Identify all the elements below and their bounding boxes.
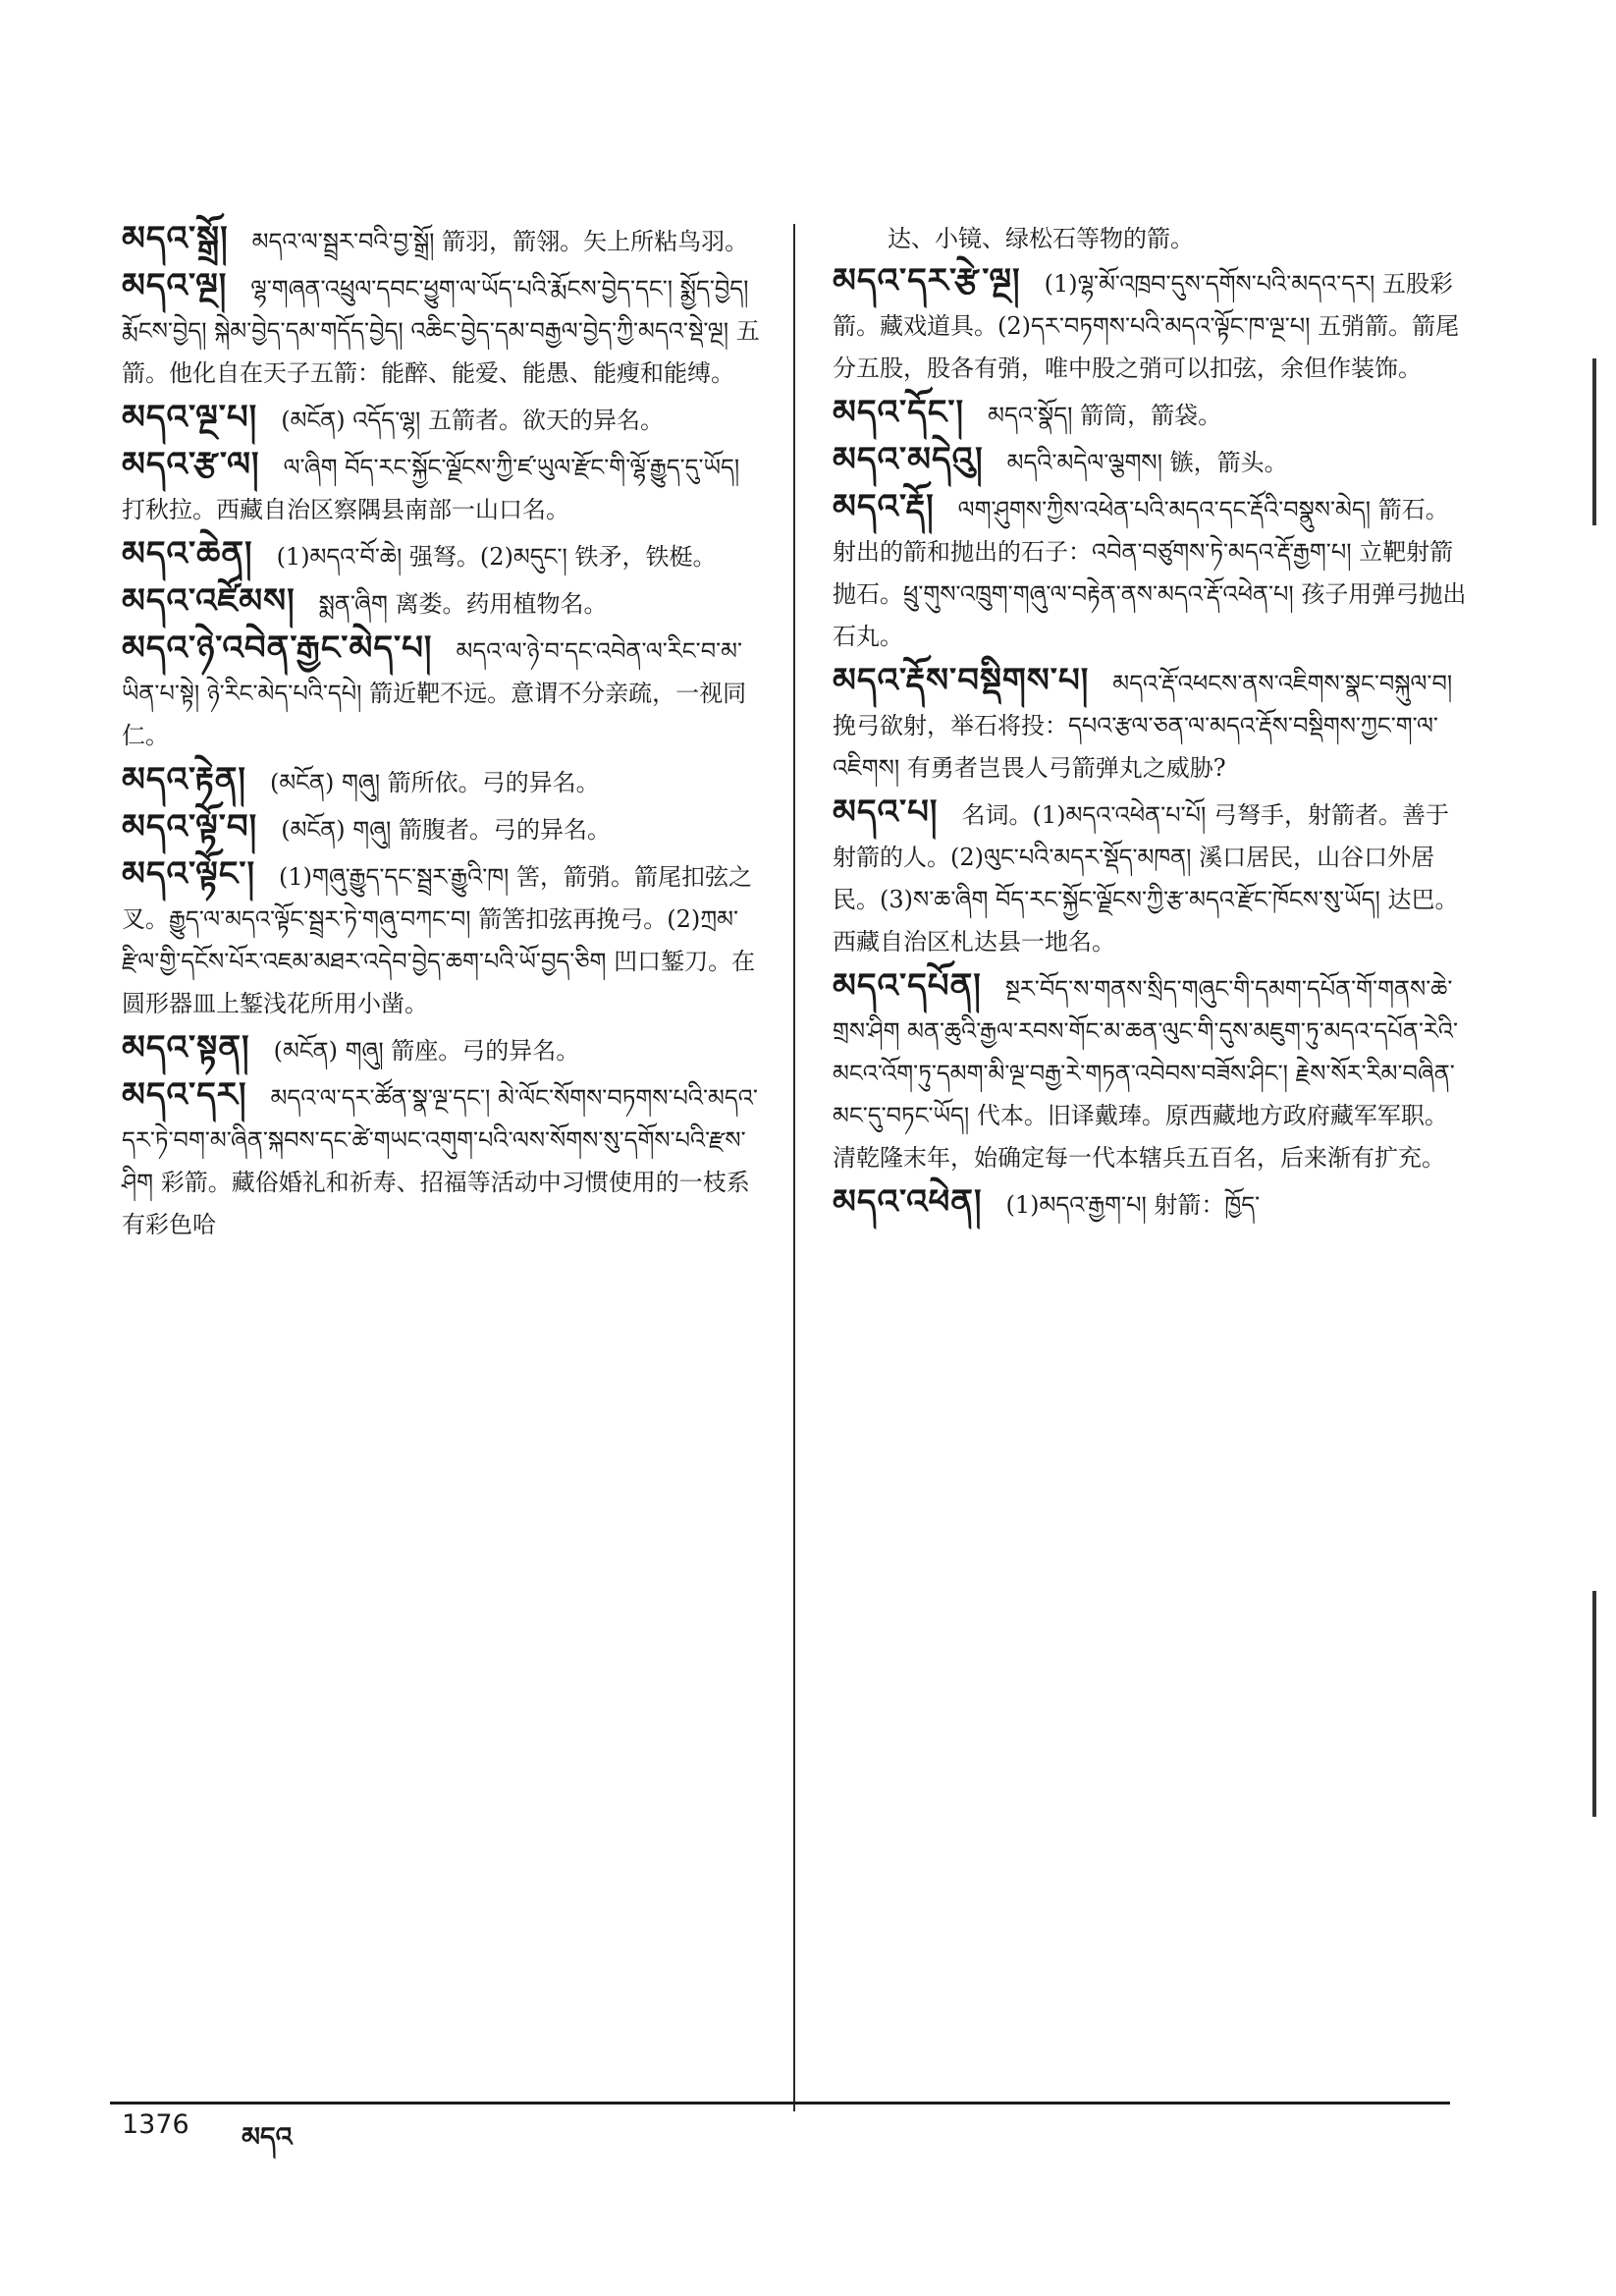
entry-headword: མདའ་ལྟོང་།: [122, 854, 256, 894]
running-head: མདའ: [242, 2122, 293, 2153]
entry-headword: མདའ་རྡོས་བསྡིགས་པ།: [833, 661, 1090, 700]
entry-definition: ལྷ་གཞན་འཕྲུལ་དབང་ཕྱུག་ལ་ཡོད་པའི་རྨོངས་བྱེད་དང་། སྨྱོད་བྱེད། རྨོངས་བྱེད། སྐེམ་བྱེད་དམ་གདོད་བྱེད། འཆིང་བྱེད་དམ་བརྒྱལ་བྱེད་ཀྱི་མདའ་སྡེ་ལྔ། 五箭。他化自在天子五箭：能醉、能爱、能愚、能瘦和能缚。: [122, 275, 760, 387]
entry-definition: (མངོན) འདོད་ལྷ། 五箭者。欲天的异名。: [281, 407, 664, 434]
entry-headword: མདའ་རྟེན།: [122, 760, 246, 799]
entry-definition: (1)མདའ་རྒྱག་པ། 射箭：ཁྱོད་: [1005, 1191, 1261, 1219]
entry-definition: ལ་ཞིག བོད་རང་སྐྱོང་ལྗོངས་ཀྱི་ཛ་ཡུལ་རྫོང་གི་ལྷོ་རྒྱུད་དུ་ཡོད། 打秋拉。西藏自治区察隅县南部一山口名。: [122, 454, 740, 523]
entry-definition: སྨན་ཞིག 离娄。药用植物名。: [318, 590, 608, 618]
entry-headword: མདའ་ཉེ་འབེན་རྒྱང་མེད་པ།: [122, 629, 433, 668]
footer-rule: [110, 2102, 1450, 2105]
entry-headword: མདའ་སྒྲོ།: [122, 219, 229, 258]
entry-headword: མདའ་དར་རྩེ་ལྔ།: [833, 261, 1021, 301]
entry-headword: མདའ་ལྟོ་བ།: [122, 807, 258, 847]
entry-definition: སྔར་བོད་ས་གནས་སྲིད་གཞུང་གི་དམག་དཔོན་གོ་གནས་ཆེ་གྲས་ཤིག མན་ཆུའི་རྒྱལ་རབས་གོང་མ་ཆན་ལུང་གི་དུས་མཇུག་ཏུ་མདའ་དཔོན་རེའི་མངའ་འོག་ཏུ་དམག་མི་ལྔ་བརྒྱ་རེ་གཏན་འབེབས་བཟོས་ཤིང་། རྗེས་སོར་རིམ་བཞིན་མང་དུ་བཏང་ཡོད། 代本。旧译戴琫。原西藏地方政府藏军军职。清乾隆末年，始确定每一代本辖兵五百名，后来渐有扩充。: [833, 975, 1458, 1172]
dictionary-entry: [122, 265, 760, 395]
entry-headword: མདའ་པ།: [833, 793, 939, 832]
entry-headword: མདའ་དོང་།: [833, 393, 965, 432]
dictionary-entry: [122, 759, 760, 804]
entry-headword: མདའ་འཕེན།: [833, 1182, 983, 1222]
dictionary-entry: [833, 1181, 1471, 1227]
dictionary-entry: [122, 533, 760, 578]
entry-definition: མདའི་མདེལ་ལྕགས། 镞，箭头。: [1006, 449, 1288, 476]
entry-definition: (1)གཞུ་རྒྱུད་དང་སྦྲར་རྒྱུའི་ཁ། 筈，箭弰。箭尾扣弦之叉。རྒྱུད་ལ་མདའ་ལྟོང་སྦྲར་ཏེ་གཞུ་བཀང་བ། 箭筈扣弦再挽弓。(2)ཀྲམ་རྫིལ་གྱི་དངོས་པོར་འཇམ་མཐར་འདེབ་བྱེད་ཆག་པའི་ཡོ་བྱད་ཅིག 凹口錾刀。在圆形器皿上錾浅花所用小凿。: [122, 863, 756, 1017]
dictionary-entry: [833, 260, 1471, 390]
entry-headword: མདའ་རྩ་ལ།: [122, 445, 260, 484]
dictionary-entry: [833, 439, 1471, 484]
dictionary-entry: [833, 392, 1471, 437]
scan-edge-mark: [1592, 358, 1596, 525]
entry-headword: མདའ་སྟན།: [122, 1028, 250, 1067]
dictionary-entry: [122, 397, 760, 442]
page-number: 1376: [122, 2109, 189, 2140]
right-column-continuation: 达、小镜、绿松石等物的箭。: [888, 225, 1194, 252]
entry-headword: མདའ་ལྔ་པ།: [122, 398, 258, 437]
entry-headword: མདའ་འཛོམས།: [122, 581, 296, 621]
left-column: [122, 218, 760, 1248]
entry-headword: མདའ་ལྔ།: [122, 266, 228, 305]
entry-definition: (1)ལྷ་མོ་འཁྲབ་དུས་དགོས་པའི་མདའ་དར། 五股彩箭。藏戏道具。(2)དར་བཏགས་པའི་མདའ་ལྟོང་ཁ་ལྔ་པ། 五弰箭。箭尾分五股，股各有弰，唯中股之弰可以扣弦，余但作装饰。: [833, 270, 1460, 382]
entry-definition: (མངོན) གཞུ། 箭座。弓的异名。: [273, 1037, 580, 1065]
right-column: [833, 218, 1471, 1229]
entry-definition: ལག་ཤུགས་ཀྱིས་འཕེན་པའི་མདའ་དང་རྡོའི་བསྣུས་མེད། 箭石。射出的箭和抛出的石子：འབེན་བཙུགས་ཏེ་མདའ་རྡོ་རྒྱག་པ། 立靶射箭抛石。ཕྲུ་གུས་འཁྲུག་གཞུ་ལ་བརྟེན་ནས་མདའ་རྡོ་འཕེན་པ། 孩子用弹弓抛出石丸。: [833, 496, 1467, 650]
dictionary-entry: [122, 806, 760, 851]
dictionary-entry: [833, 660, 1471, 790]
entry-headword: མདའ་ཆེན།: [122, 534, 253, 574]
dictionary-entry: [122, 853, 760, 1025]
dictionary-entry: [122, 1027, 760, 1072]
entry-definition: (1)མདའ་བོ་ཆེ། 强弩。(2)མདུང་། 铁矛，铁梃。: [276, 543, 717, 571]
dictionary-entry: [122, 444, 760, 531]
entry-definition: (མངོན) གཞུ། 箭腹者。弓的异名。: [281, 816, 611, 844]
entry-definition: མདའ་ལ་སྦྲར་བའི་བྱ་སྒྲོ། 箭羽，箭翎。矢上所粘鸟羽。: [251, 228, 749, 255]
entry-headword: མདའ་དཔོན།: [833, 966, 982, 1006]
entry-headword: མདའ་རྡོ།: [833, 487, 935, 526]
dictionary-entry: [833, 792, 1471, 963]
dictionary-entry: [833, 965, 1471, 1179]
entry-headword: མདའ་དར།: [122, 1075, 247, 1115]
entry-definition: མདའ་ལ་ཉེ་བ་དང་འབེན་ལ་རིང་བ་མ་ཡིན་པ་སྟེ། ཉེ་རིང་མེད་པའི་དཔེ། 箭近靶不远。意谓不分亲疏，一视同仁。: [122, 637, 747, 749]
column-divider: [793, 224, 795, 2111]
dictionary-entry: [833, 486, 1471, 658]
dictionary-entry: [122, 218, 760, 263]
dictionary-entry: [122, 580, 760, 626]
dictionary-entry: [122, 1074, 760, 1246]
entry-definition: མདའ་ལ་དར་ཚོན་སྣ་ལྔ་དང་། མེ་ལོང་སོགས་བཏགས་པའི་མདའ་དར་ཏེ་བག་མ་ཞིན་སྐབས་དང་ཚེ་གཡང་འགུག་པའི་ལས་སོགས་སུ་དགོས་པའི་རྫས་ཤིག 彩箭。藏俗婚礼和祈寿、招福等活动中习惯使用的一枝系有彩色哈: [122, 1084, 758, 1238]
entry-headword: མདའ་མདེའུ།: [833, 440, 984, 479]
scan-edge-mark: [1592, 1591, 1596, 1817]
entry-definition: 名词。(1)མདའ་འཕེན་པ་པོ། 弓弩手，射箭者。善于射箭的人。(2)ལུང་པའི་མདར་སྡོད་མཁན། 溪口居民，山谷口外居民。(3)ས་ཆ་ཞིག བོད་རང་སྐྱོང་ལྗོངས་ཀྱི་རྩ་མདའ་རྫོང་ཁོངས་སུ་ཡོད། 达巴。西藏自治区札达县一地名。: [833, 801, 1459, 956]
dictionary-entry: [122, 628, 760, 757]
entry-definition: མདའ་སྣོད། 箭筒，箭袋。: [988, 402, 1222, 429]
entry-definition: མདའ་རྡོ་འཕངས་ནས་འཇིགས་སྣང་བསྐུལ་བ། 挽弓欲射，举石将投：དཔའ་རྩལ་ཅན་ལ་མདའ་རྡོས་བསྡིགས་ཀྱང་ག་ལ་འཇིགས། 有勇者岂畏人弓箭弹丸之威胁?: [833, 670, 1453, 782]
entry-definition: (མངོན) གཞུ། 箭所依。弓的异名。: [269, 769, 600, 796]
